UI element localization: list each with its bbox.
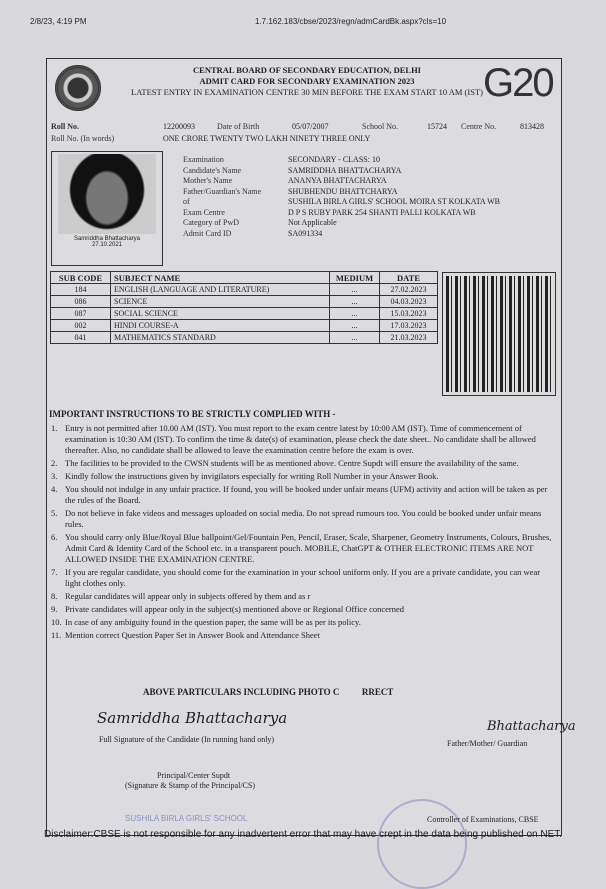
photo-caption-name: Samriddha Bhattacharya bbox=[73, 236, 141, 242]
table-row bbox=[51, 284, 438, 296]
candidate-photo bbox=[58, 154, 156, 234]
sub-code: 184 bbox=[51, 284, 111, 296]
exam-date: 21.03.2023 bbox=[380, 332, 438, 344]
instruction-text: Private candidates will appear only in the subject(s) mentioned above or Regional Office concerned bbox=[65, 604, 405, 614]
photo-caption-date: 27.10.2021 bbox=[91, 242, 123, 248]
detail-row bbox=[183, 197, 500, 208]
photo-box bbox=[51, 151, 163, 266]
instruction-text: Kindly follow the instructions given by invigilators especially for writing Roll Number in your Answer Book. bbox=[65, 471, 439, 481]
detail-value: SAMRIDDHA BHATTACHARYA bbox=[288, 165, 402, 175]
school-no: 15724 bbox=[427, 122, 447, 131]
disclaimer: Disclaimer:CBSE is not responsible for any inadvertent error that may have crept in the data being published on NET. bbox=[44, 829, 563, 840]
instruction-text: You should not indulge in any unfair practice. If found, you will be booked under unfair means (UFM) activity and action will be taken as per the rules of the Board. bbox=[65, 484, 548, 505]
detail-label: Mother's Name bbox=[183, 176, 233, 185]
instruction-item: 1. Entry is not permitted after 10.00 AM (IST). You must report to the exam centre latest by 10:00 AM (IST). Time of commencement of examination is 10:30 AM (IST). To confirm the time & date(s) of examination, please check the date sheet.. No candidate shall be allowed thereafter. Also, no candidate shall be allowed to leave the examination centre before the exam is over. bbox=[51, 423, 556, 456]
detail-label: Exam Centre bbox=[183, 207, 225, 217]
subject-name: SOCIAL SCIENCE bbox=[111, 308, 330, 320]
detail-row bbox=[183, 166, 500, 177]
detail-label: Examination bbox=[183, 155, 224, 164]
subject-name: HINDI COURSE-A bbox=[111, 320, 330, 332]
col-medium: MEDIUM bbox=[330, 272, 380, 284]
instruction-text: If you are regular candidate, you should come for the examination in your school uniform only. If you are a private candidate, you can wear light clothes only. bbox=[65, 567, 541, 588]
medium: ... bbox=[330, 284, 380, 296]
detail-row bbox=[183, 218, 500, 229]
detail-row bbox=[183, 187, 500, 198]
instruction-item: 10. In case of any ambiguity found in the question paper, the same will be as per its policy. bbox=[51, 617, 361, 627]
board-title: CENTRAL BOARD OF SECONDARY EDUCATION, DELHI bbox=[193, 65, 421, 75]
col-sub-code: SUB CODE bbox=[51, 272, 111, 284]
dob-label: Date of Birth bbox=[217, 122, 260, 131]
instruction-text: Mention correct Question Paper Set in Answer Book and Attendance Sheet bbox=[65, 630, 320, 640]
instruction-text: Do not believe in fake videos and messages uploaded on social media. Do not spread rumours too. You could be booked under unfair means rules. bbox=[65, 508, 542, 529]
medium: ... bbox=[330, 332, 380, 344]
admit-card bbox=[46, 58, 576, 836]
instruction-item: 6. You should carry only Blue/Royal Blue ballpoint/Gel/Fountain Pen, Pencil, Eraser, Scale, Sharpener, Geometry Instruments, Colours, Brushes, Admit Card & Identity Card of the School etc. in a transparent pouch. MOBILE, ChatGPT & OTHER ELECTRONIC ITEMS ARE NOT ALLOWED INSIDE THE EXAMINATION CENTRE. bbox=[51, 532, 556, 565]
sub-code: 086 bbox=[51, 296, 111, 308]
instructions-list bbox=[51, 423, 556, 643]
detail-label: Category of PwD bbox=[183, 218, 239, 227]
roll-words-label: Roll No. (In words) bbox=[51, 134, 115, 143]
roll-label: Roll No. bbox=[51, 122, 79, 131]
table-row bbox=[51, 308, 438, 320]
detail-value: SECONDARY - CLASS: 10 bbox=[288, 155, 380, 164]
controller-label: Controller of Examinations, CBSE bbox=[427, 815, 539, 824]
detail-row bbox=[183, 155, 500, 166]
instruction-item: 9. Private candidates will appear only in the subject(s) mentioned above or Regional Office concerned bbox=[51, 604, 405, 614]
instructions-title: IMPORTANT INSTRUCTIONS TO BE STRICTLY COMPLIED WITH - bbox=[49, 409, 336, 419]
instruction-text: Regular candidates will appear only in subjects offered by them and as r bbox=[65, 591, 311, 601]
parent-signature: Bhattacharya bbox=[487, 719, 576, 734]
detail-value: SA091334 bbox=[288, 228, 323, 238]
detail-label: Father/Guardian's Name bbox=[183, 186, 262, 196]
principal-label: Principal/Center Supdt bbox=[157, 771, 231, 780]
parent-signature-label: Father/Mother/ Guardian bbox=[447, 739, 528, 748]
stamp-text: SUSHILA BIRLA GIRLS' SCHOOL bbox=[125, 814, 248, 823]
instruction-item: 11. Mention correct Question Paper Set in Answer Book and Attendance Sheet bbox=[51, 630, 320, 640]
cbse-logo bbox=[55, 65, 101, 111]
instruction-text: Entry is not permitted after 10.00 AM (IST). You must report to the exam centre latest by 10:00 AM (IST). Time of commencement of examination is 10:30 AM (IST). To confirm the time & date(s) of examination, please check the date sheet.. No candidate shall be allowed thereafter. Also, no candidate shall be allowed to leave the examination centre before the exam is over. bbox=[65, 423, 536, 455]
detail-label: of bbox=[183, 197, 190, 206]
entry-note: LATEST ENTRY IN EXAMINATION CENTRE 30 MIN BEFORE THE EXAM START 10 AM (IST) bbox=[131, 87, 483, 97]
qr-code bbox=[443, 273, 555, 395]
exam-date: 27.02.2023 bbox=[380, 284, 438, 296]
medium: ... bbox=[330, 320, 380, 332]
print-datetime: 2/8/23, 4:19 PM bbox=[30, 17, 87, 26]
subject-name: MATHEMATICS STANDARD bbox=[111, 332, 330, 344]
g20-logo: G20 bbox=[483, 61, 553, 105]
instruction-item: 2. The facilities to be provided to the CWSN students will be as mentioned above. Centre Supdt will ensure the availability of the same. bbox=[51, 458, 519, 468]
instruction-text: The facilities to be provided to the CWSN students will be as mentioned above. Centre Supdt will ensure the availability of the same. bbox=[65, 458, 519, 468]
detail-value: SUSHILA BIRLA GIRLS' SCHOOL MOIRA ST KOLKATA WB bbox=[288, 197, 501, 206]
detail-row bbox=[183, 208, 500, 219]
instruction-item: 4. You should not indulge in any unfair practice. If found, you will be booked under unfair means (UFM) activity and action will be taken as per the rules of the Board. bbox=[51, 484, 556, 506]
table-row bbox=[51, 332, 438, 344]
subject-name: SCIENCE bbox=[111, 296, 330, 308]
detail-value: SHUBHENDU BHATTCHARYA bbox=[288, 186, 398, 196]
exam-date: 15.03.2023 bbox=[380, 308, 438, 320]
subjects-table bbox=[50, 271, 438, 344]
centre-label: Centre No. bbox=[461, 122, 497, 131]
subject-name: ENGLISH (LANGUAGE AND LITERATURE) bbox=[111, 284, 330, 296]
detail-value: D P S RUBY PARK 254 SHANTI PALLI KOLKATA WB bbox=[288, 207, 476, 217]
medium: ... bbox=[330, 308, 380, 320]
instruction-item: 5. Do not believe in fake videos and messages uploaded on social media. Do not spread rumours too. You could be booked under unfair means rules. bbox=[51, 508, 556, 530]
candidate-signature: Samriddha Bhattacharya bbox=[97, 709, 288, 727]
table-row bbox=[51, 296, 438, 308]
roll-words: ONE CRORE TWENTY TWO LAKH NINETY THREE ONLY bbox=[163, 134, 371, 143]
candidate-signature-label: Full Signature of the Candidate (In running hand only) bbox=[99, 735, 275, 744]
print-url: 1.7.162.183/cbse/2023/regn/admCardBk.aspx?cls=10 bbox=[255, 17, 447, 26]
instruction-text: In case of any ambiguity found in the question paper, the same will be as per its policy. bbox=[65, 617, 361, 627]
centre-no: 813428 bbox=[520, 122, 544, 131]
instruction-item: 7. If you are regular candidate, you should come for the examination in your school uniform only. If you are a private candidate, you can wear light clothes only. bbox=[51, 567, 556, 589]
school-stamp bbox=[377, 799, 467, 889]
sub-code: 087 bbox=[51, 308, 111, 320]
detail-row bbox=[183, 229, 500, 240]
sub-code: 002 bbox=[51, 320, 111, 332]
instruction-item: 8. Regular candidates will appear only in subjects offered by them and as r bbox=[51, 591, 311, 601]
principal-sub-label: (Signature & Stamp of the Principal/CS) bbox=[125, 781, 255, 790]
details-list bbox=[183, 155, 500, 239]
instruction-text: You should carry only Blue/Royal Blue ballpoint/Gel/Fountain Pen, Pencil, Eraser, Scale, Sharpener, Geometry Instruments, Colours, Brushes, Admit Card & Identity Card of the School etc. in a transparent pouch. MOBILE, ChatGPT & OTHER ELECTRONIC ITEMS ARE NOT ALLOWED INSIDE THE EXAMINATION CENTRE. bbox=[65, 532, 552, 564]
card-title: ADMIT CARD FOR SECONDARY EXAMINATION 2023 bbox=[199, 76, 415, 86]
table-row bbox=[51, 320, 438, 332]
instruction-item: 3. Kindly follow the instructions given by invigilators especially for writing Roll Number in your Answer Book. bbox=[51, 471, 439, 481]
school-label: School No. bbox=[362, 122, 398, 131]
detail-value: Not Applicable bbox=[288, 218, 337, 227]
confirm-statement: ABOVE PARTICULARS INCLUDING PHOTO C RRECT bbox=[143, 687, 394, 697]
col-date: DATE bbox=[380, 272, 438, 284]
medium: ... bbox=[330, 296, 380, 308]
detail-label: Candidate's Name bbox=[183, 165, 242, 175]
exam-date: 04.03.2023 bbox=[380, 296, 438, 308]
detail-row bbox=[183, 176, 500, 187]
detail-label: Admit Card ID bbox=[183, 228, 232, 238]
detail-value: ANANYA BHATTACHARYA bbox=[288, 176, 387, 185]
exam-date: 17.03.2023 bbox=[380, 320, 438, 332]
sub-code: 041 bbox=[51, 332, 111, 344]
col-subject-name: SUBJECT NAME bbox=[111, 272, 330, 284]
roll-no: 12200093 bbox=[163, 122, 195, 131]
dob: 05/07/2007 bbox=[292, 122, 329, 131]
